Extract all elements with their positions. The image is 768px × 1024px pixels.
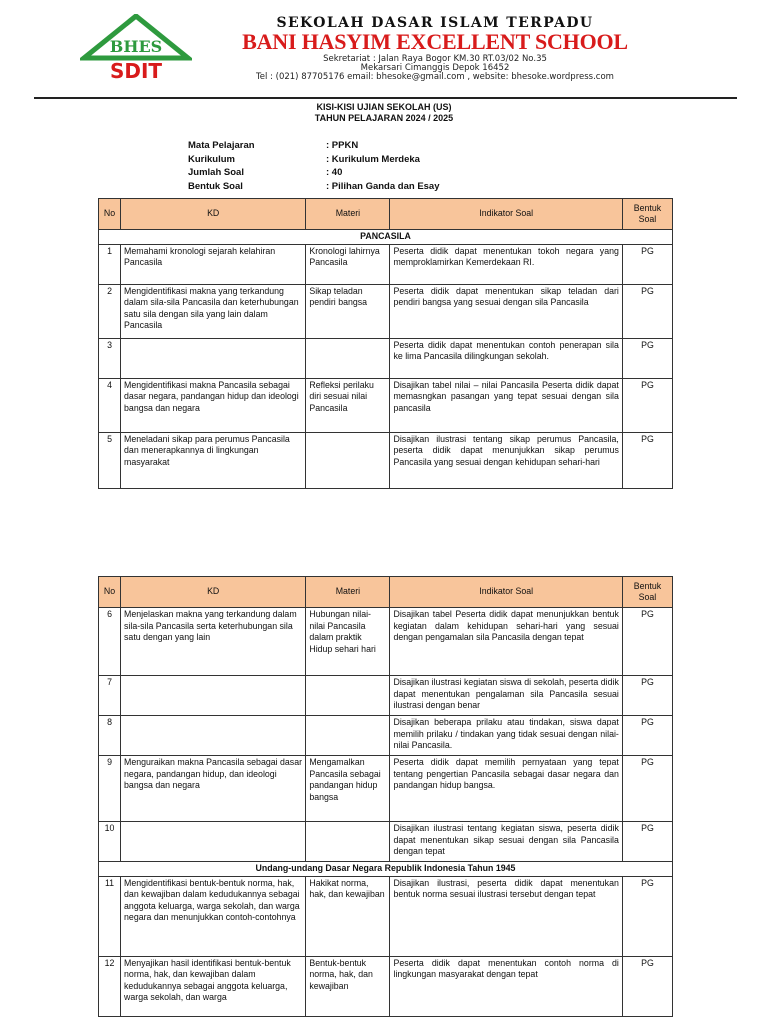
cell-indikator: Disajikan ilustrasi tentang sikap perumus Pancasila, peserta didik dapat menunjukkan sikap perumus Pancasila yang sesuai dengan kehidupan sehari-hari [390,432,622,488]
table-row [99,956,673,1016]
cell-kd: Menguraikan makna Pancasila sebagai dasar negara, pandangan hidup, dan ideologi bangsa dan negara [121,756,306,822]
cell-no: 10 [99,822,121,862]
school-name: BANI HASYIM EXCELLENT SCHOOL [242,29,628,54]
cell-materi: Kronologi lahirnya Pancasila [306,244,390,284]
cell-bentuk: PG [622,432,672,488]
logo-text-bottom: SDIT [109,59,163,80]
cell-kd: Menjelaskan makna yang terkandung dalam sila-sila Pancasila serta keterhubungan sila satu dengan yang lain [121,608,306,676]
header-kd: KD [121,577,306,608]
cell-no: 12 [99,956,121,1016]
address-line1: Sekretariat : Jalan Raya Bogor KM.30 RT.03/02 No.35 [323,54,547,64]
cell-kd: Mengidentifikasi bentuk-bentuk norma, hak, dan kewajiban dalam kedudukannya sebagai anggota keluarga, warga sekolah, dan warga negara dan menunjukkan contoh-contohnya [121,876,306,956]
table-header-row [99,577,673,608]
cell-indikator: Peserta didik dapat menentukan contoh norma di lingkungan masyarakat dengan tepat [390,956,622,1016]
cell-bentuk: PG [622,956,672,1016]
cell-no: 7 [99,676,121,716]
cell-no: 6 [99,608,121,676]
cell-materi: Bentuk-bentuk norma, hak, dan kewajiban [306,956,390,1016]
cell-no: 3 [99,338,121,378]
meta-value: : 40 [326,167,343,178]
header-indikator: Indikator Soal [390,577,622,608]
header-no: No [99,577,121,608]
table-header-row [99,199,673,230]
address-line2: Mekarsari Cimanggis Depok 16452 [360,63,510,73]
cell-kd [121,822,306,862]
logo-text-top: BHES [109,37,163,56]
cell-materi [306,432,390,488]
table-row [99,432,673,488]
cell-indikator: Disajikan ilustrasi kegiatan siswa di sekolah, peserta didik dapat menentukan pengalaman sila Pancasila sesuai ilustrasi dengan benar [390,676,622,716]
cell-materi: Sikap teladan pendiri bangsa [306,284,390,338]
cell-materi: Hakikat norma, hak, dan kewajiban [306,876,390,956]
cell-indikator: Peserta didik dapat menentukan tokoh negara yang memproklamirkan Kemerdekaan RI. [390,244,622,284]
meta-key: Bentuk Soal [188,180,243,192]
cell-bentuk: PG [622,338,672,378]
cell-bentuk: PG [622,756,672,822]
header-kd: KD [121,199,306,230]
cell-materi [306,716,390,756]
cell-indikator: Peserta didik dapat menentukan contoh penerapan sila ke lima Pancasila dilingkungan sekolah. [390,338,622,378]
cell-no: 2 [99,284,121,338]
cell-materi: Mengamalkan Pancasila sebagai pandangan hidup bangsa [306,756,390,822]
meta-key: Jumlah Soal [188,167,244,178]
cell-indikator: Disajikan tabel Peserta didik dapat menunjukkan bentuk kegiatan dalam kehidupan sehari-hari yang sesuai dengan pengamalan sila Pancasila dengan tepat [390,608,622,676]
cell-bentuk: PG [622,876,672,956]
contact-line: Tel : (021) 87705176 email: bhesoke@gmail.com , website: bhesoke.wordpress.com [256,72,614,82]
cell-materi: Hubungan nilai-nilai Pancasila dalam praktik Hidup sehari hari [306,608,390,676]
meta-row [188,154,526,168]
table-row [99,284,673,338]
cell-indikator: Peserta didik dapat menentukan sikap teladan dari pendiri bangsa yang sesuai dengan sila Pancasila [390,284,622,338]
cell-no: 8 [99,716,121,756]
cell-indikator: Disajikan tabel nilai – nilai Pancasila Peserta didik dapat memasngkan pasangan yang tepat sesuai dengan sila pancasila [390,378,622,432]
meta-key: Kurikulum [188,153,235,165]
section-row [99,230,673,245]
table-row [99,676,673,716]
cell-indikator: Disajikan beberapa prilaku atau tindakan, siswa dapat memilih prilaku / tindakan yang tidak sesuai dengan nilai-nilai Pancasila. [390,716,622,756]
meta-value: : Pilihan Ganda dan Esay [326,180,440,192]
cell-no: 4 [99,378,121,432]
meta-row [188,167,526,181]
cell-materi [306,676,390,716]
meta-value: : Kurikulum Merdeka [326,153,420,165]
cell-kd [121,716,306,756]
cell-no: 9 [99,756,121,822]
table-row [99,756,673,822]
kisi-kisi-table-2 [98,576,673,1017]
section-title: PANCASILA [99,230,673,245]
cell-bentuk: PG [622,284,672,338]
section-row [99,862,673,877]
table-row [99,822,673,862]
letterhead [80,14,670,84]
header-bentuk: Bentuk Soal [622,577,672,608]
cell-kd [121,338,306,378]
cell-bentuk: PG [622,716,672,756]
header-bentuk: Bentuk Soal [622,199,672,230]
table-row [99,716,673,756]
cell-bentuk: PG [622,244,672,284]
cell-indikator: Peserta didik dapat memilih pernyataan yang tepat tentang pengertian Pancasila sebagai dasar negara dan pandangan hidup bangsa. [390,756,622,822]
cell-bentuk: PG [622,822,672,862]
cell-materi: Refleksi perilaku diri sesuai nilai Pancasila [306,378,390,432]
letterhead-line1: SEKOLAH DASAR ISLAM TERPADU [276,15,594,31]
cell-indikator: Disajikan ilustrasi, peserta didik dapat menentukan bentuk norma sesuai ilustrasi tersebut dengan tepat [390,876,622,956]
meta-value: : PPKN [326,140,359,151]
header-materi: Materi [306,577,390,608]
header-no: No [99,199,121,230]
table-row [99,876,673,956]
cell-kd: Meneladani sikap para perumus Pancasila dan menerapkannya di lingkungan masyarakat [121,432,306,488]
section-title: Undang-undang Dasar Negara Republik Indonesia Tahun 1945 [99,862,673,877]
table-row [99,244,673,284]
document-subtitle: TAHUN PELAJARAN 2024 / 2025 [314,113,454,123]
meta-row [188,140,526,154]
cell-indikator: Disajikan ilustrasi tentang kegiatan siswa, peserta didik dapat menentukan sikap sesuai dengan sila Pancasila dengan tepat [390,822,622,862]
table-row [99,338,673,378]
cell-materi [306,338,390,378]
cell-no: 5 [99,432,121,488]
cell-kd: Mengidentifikasi makna yang terkandung dalam sila-sila Pancasila dan keterhubungan satu sila dengan sila yang lain dalam Pancasila [121,284,306,338]
header-indikator: Indikator Soal [390,199,622,230]
cell-bentuk: PG [622,676,672,716]
cell-no: 11 [99,876,121,956]
cell-no: 1 [99,244,121,284]
cell-bentuk: PG [622,608,672,676]
meta-key: Mata Pelajaran [188,140,255,151]
cell-materi [306,822,390,862]
table-row [99,378,673,432]
meta-row [188,181,526,195]
cell-kd: Memahami kronologi sejarah kelahiran Pancasila [121,244,306,284]
cell-kd: Mengidentifikasi makna Pancasila sebagai dasar negara, pandangan hidup dan ideologi bangsa dan negara [121,378,306,432]
kisi-kisi-table-1 [98,198,673,489]
table-row [99,608,673,676]
cell-bentuk: PG [622,378,672,432]
cell-kd: Menyajikan hasil identifikasi bentuk-bentuk norma, hak, dan kewajiban dalam kedudukannya sebagai anggota keluarga, warga sekolah, dan warga [121,956,306,1016]
letterhead-divider [34,97,737,99]
school-logo [80,14,192,80]
header-materi: Materi [306,199,390,230]
document-meta [188,140,526,194]
document-title: KISI-KISI UJIAN SEKOLAH (US) [316,102,452,112]
cell-kd [121,676,306,716]
